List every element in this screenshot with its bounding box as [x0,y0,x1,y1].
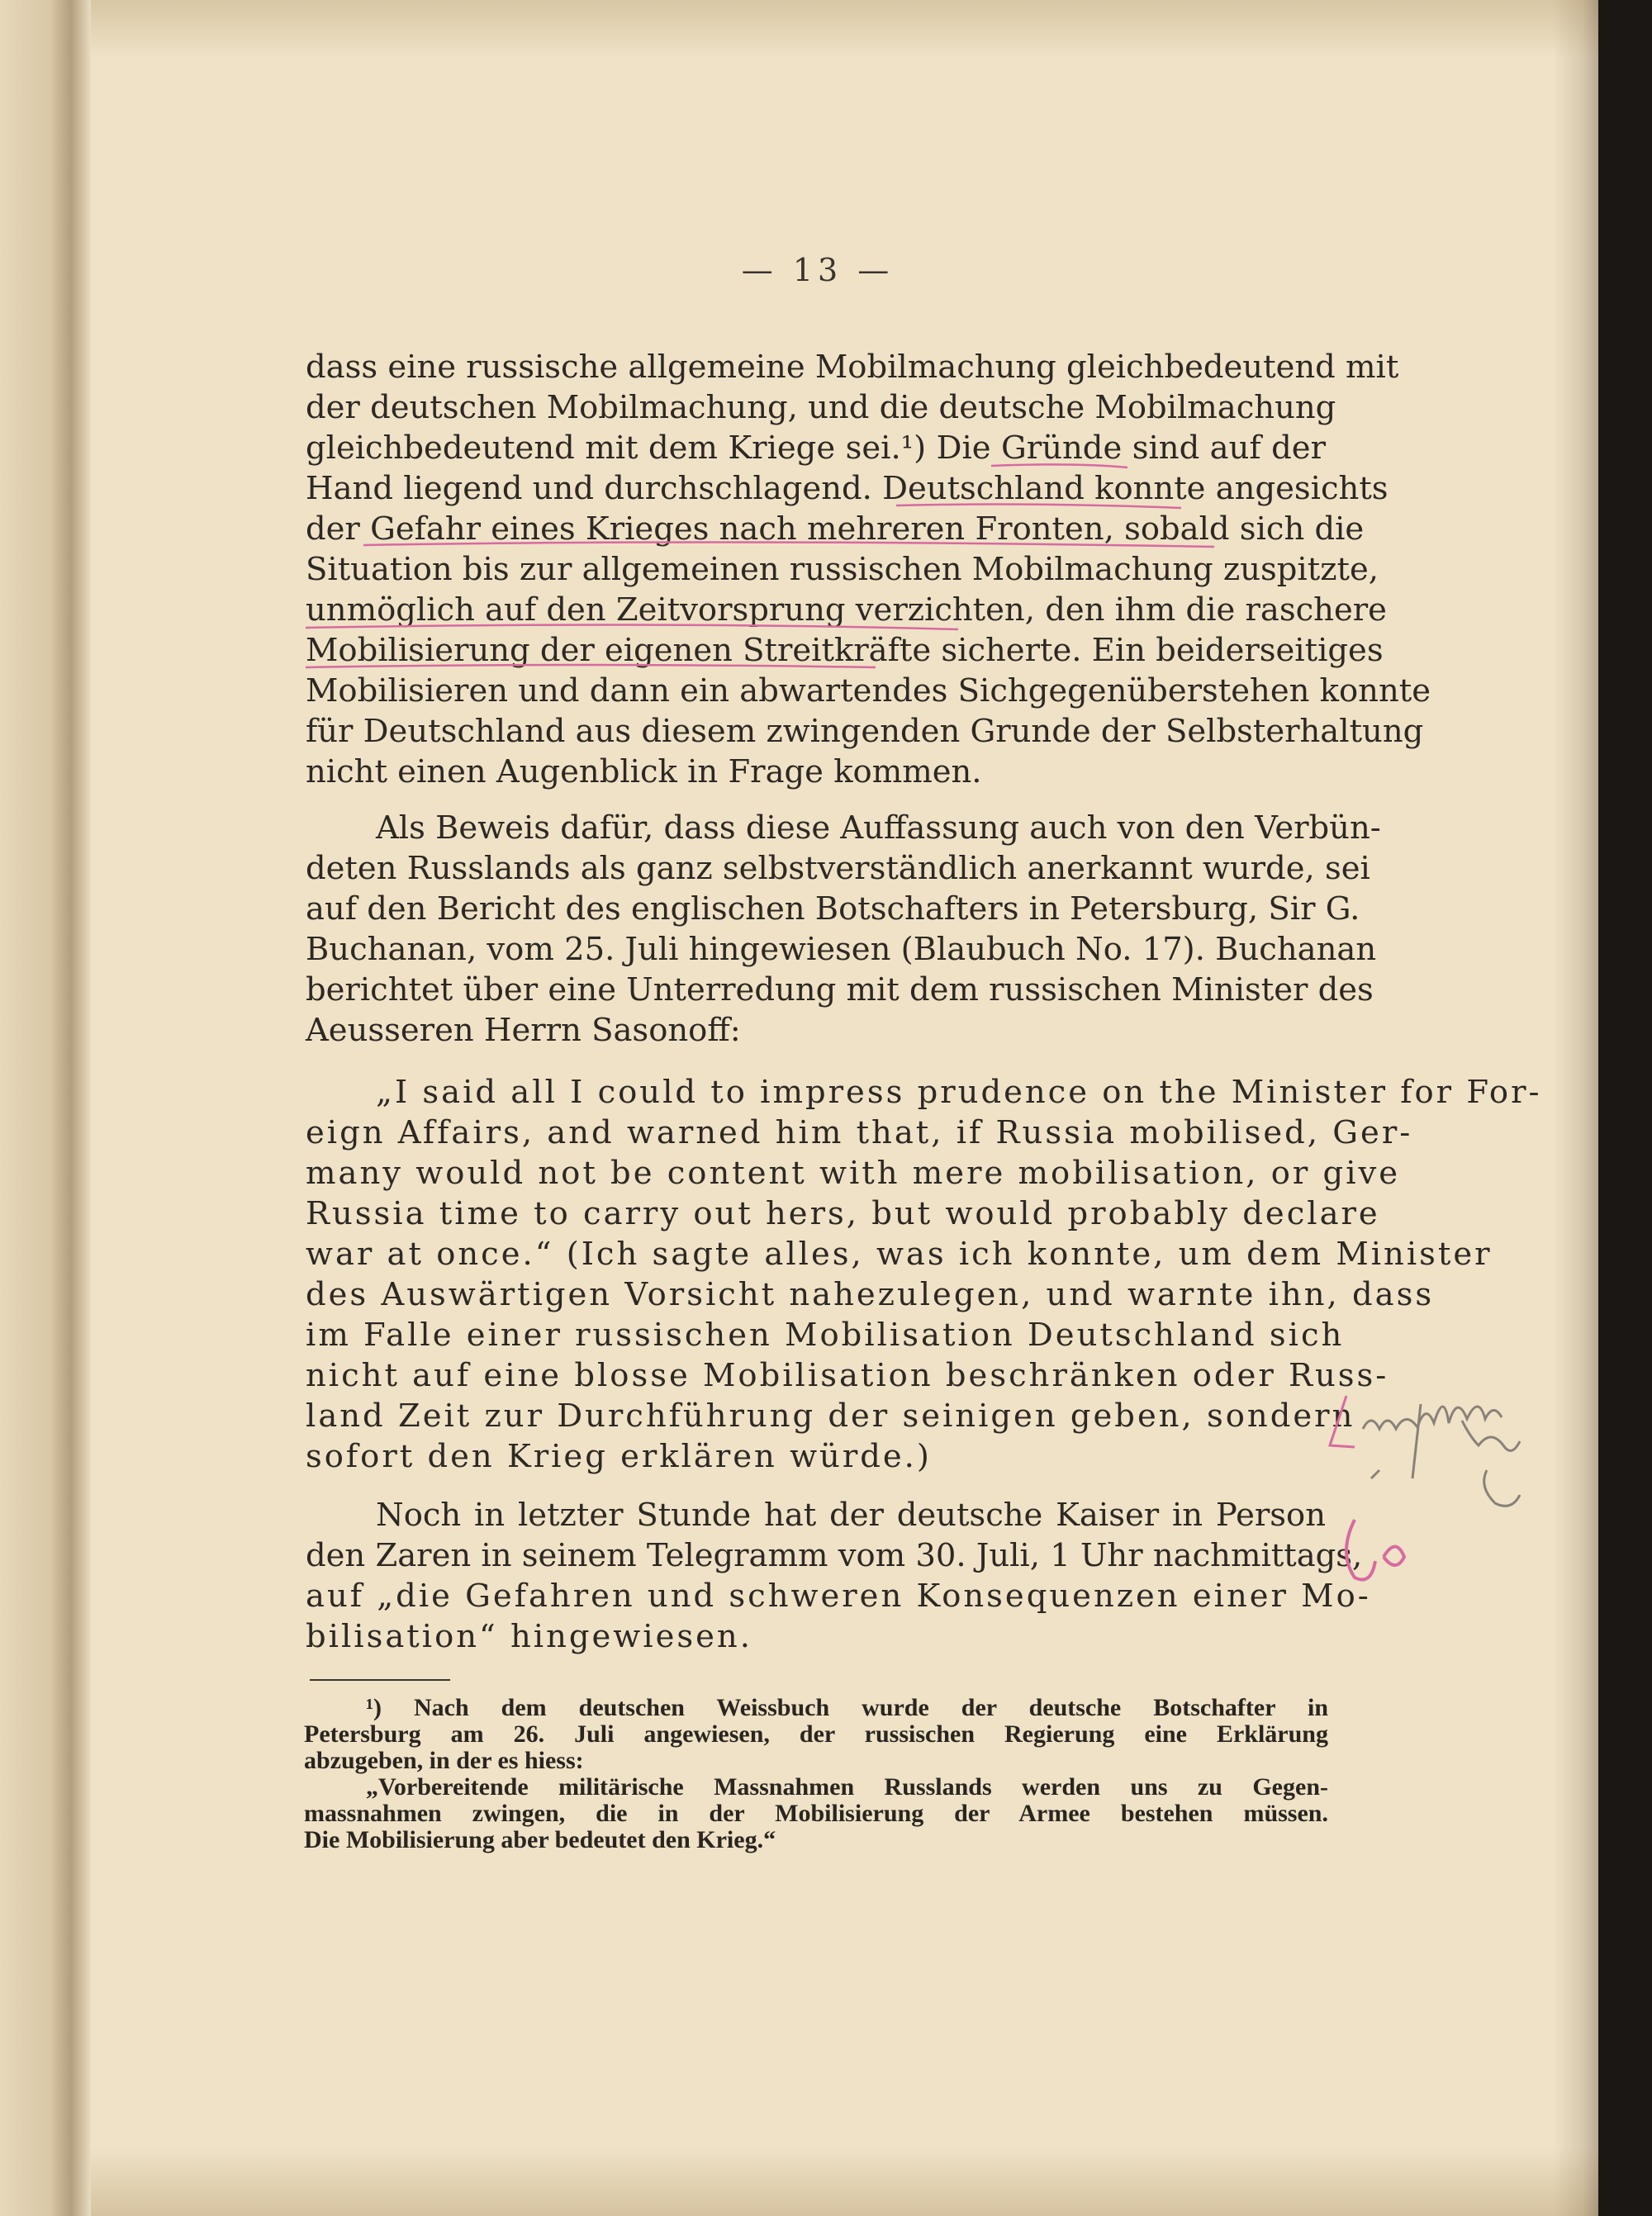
text-line: der deutschen Mobilmachung, und die deutsche Mobilmachung [306,389,1336,426]
text-line: bilisation“ hingewiesen. [306,1618,752,1655]
text-line: eign Affairs, and warned him that, if Russia mobilised, Ger- [306,1114,1413,1151]
text-line: Mobilisierung der eigenen Streitkräfte sicherte. Ein beiderseitiges [306,632,1384,669]
handwritten-margin-note [1322,1371,1569,1586]
text-line: auf „die Gefahren und schweren Konsequenzen einer Mo- [306,1578,1371,1615]
footnote-rule [310,1679,450,1681]
text-line: gleichbedeutend mit dem Kriege sei.¹) Die Gründe sind auf der [306,429,1326,467]
text-line: dass eine russische allgemeine Mobilmachung gleichbedeutend mit [306,349,1399,386]
text-line: Buchanan, vom 25. Juli hingewiesen (Blaubuch No. 17). Buchanan [306,931,1377,968]
text-line: unmöglich auf den Zeitvorsprung verzichten, den ihm die raschere [306,591,1387,629]
text-line: „I said all I could to impress prudence on the Minister for For- [376,1074,1542,1111]
underline-mark [896,505,1181,508]
text-line: deten Russlands als ganz selbstverständlich anerkannt wurde, sei [306,850,1370,887]
footnote-line: abzugeben, in der es hiess: [304,1747,584,1774]
text-line: des Auswärtigen Vorsicht nahezulegen, und warnte ihn, dass [306,1276,1435,1313]
text-line: auf den Bericht des englischen Botschafters in Petersburg, Sir G. [306,890,1360,928]
text-line: im Falle einer russischen Mobilisation Deutschland sich [306,1317,1345,1354]
text-line: many would not be content with mere mobilisation, or give [306,1155,1401,1192]
footnote [304,1695,1328,1853]
text-line: für Deutschland aus diesem zwingenden Grunde der Selbsterhaltung [306,713,1424,750]
text-line: Mobilisieren und dann ein abwartendes Sichgegenüberstehen konnte [306,672,1431,709]
underline-mark [306,665,876,667]
text-line: sofort den Krieg erklären würde.) [306,1438,932,1475]
underline-mark [991,464,1127,467]
footnote-line: massnahmen zwingen, die in der Mobilisierung der Armee bestehen müssen. [304,1800,1328,1827]
text-line: nicht auf eine blosse Mobilisation beschränken oder Russ- [306,1357,1389,1394]
footnote-line: „Vorbereitende militärische Massnahmen Russlands werden uns zu Gegen- [366,1773,1328,1801]
page-number: — 13 — [741,252,895,288]
text-line: nicht einen Augenblick in Frage kommen. [306,753,982,790]
text-line: Noch in letzter Stunde hat der deutsche Kaiser in Person [376,1497,1326,1534]
text-line: Russia time to carry out hers, but would probably declare [306,1195,1380,1232]
text-line: Als Beweis dafür, dass diese Auffassung auch von den Verbün- [376,809,1381,847]
underline-mark [306,624,958,629]
footnote-line: Die Mobilisierung aber bedeutet den Krieg.“ [304,1826,776,1853]
text-line: Hand liegend und durchschlagend. Deutschland konnte angesichts [306,470,1389,507]
text-line: war at once.“ (Ich sagte alles, was ich konnte, um dem Minister [306,1236,1493,1273]
text-line: berichtet über eine Unterredung mit dem russischen Minister des [306,971,1374,1008]
text-line: der Gefahr eines Krieges nach mehreren Fronten, sobald sich die [306,510,1365,548]
text-line: Situation bis zur allgemeinen russischen Mobilmachung zuspitzte, [306,551,1379,588]
text-line: den Zaren in seinem Telegramm vom 30. Juli, 1 Uhr nachmittags, [306,1537,1363,1574]
background-dark-edge [1598,0,1652,2216]
text-line: land Zeit zur Durchführung der seinigen geben, sondern [306,1397,1355,1435]
footnote-line: Petersburg am 26. Juli angewiesen, der russischen Regierung eine Erklärung [304,1720,1328,1748]
footnote-line: ¹) Nach dem deutschen Weissbuch wurde der deutsche Botschafter in [366,1694,1328,1721]
text-line: Aeusseren Herrn Sasonoff: [306,1012,741,1049]
underline-mark [363,542,1214,547]
